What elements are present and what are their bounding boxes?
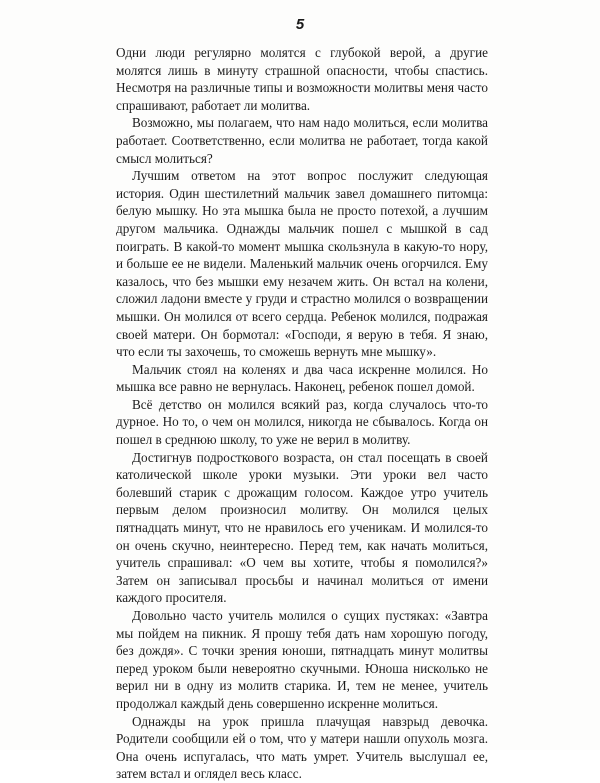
page-number: 5 (295, 16, 305, 33)
page-body (116, 44, 488, 783)
paragraph-1: Одни люди регулярно молятся с глубокой верой, а другие молятся лишь в минуту страшной опасности, чтобы спастись. Несмотря на различные типы и возможности молитвы меня часто спрашивают, работает ли молитва. (116, 45, 488, 113)
paragraph-8: Однажды на урок пришла плачущая навзрыд девочка. Родители сообщили ей о том, что у матери нашли опухоль мозга. Она очень испугалась, что мать умрет. Учитель выслушал ее, затем встал и оглядел весь класс. (116, 713, 488, 782)
paragraph-6: Достигнув подросткового возраста, он стал посещать в своей католической школе уроки музыки. Эти уроки вел часто болевший старик с дрожащим голосом. Каждое утро учитель первым делом произносил молитву. Он молился целых пятнадцать минут, что не нравилось его ученикам. И молился-то он очень скучно, неинтересно. Перед тем, как начать молиться, учитель спрашивал: «О чем вы хотите, чтобы я помолился?» Затем он записывал просьбы и начинал молиться от имени каждого просителя. (116, 449, 488, 606)
paragraph-5: Всё детство он молился всякий раз, когда случалось что-то дурное. Но то, о чем он молился, никогда не сбывалось. Когда он пошел в среднюю школу, то уже не верил в молитву. (116, 396, 488, 448)
paragraph-2: Возможно, мы полагаем, что нам надо молиться, если молитва работает. Соответственно, если молитва не работает, тогда какой смысл молиться? (116, 115, 488, 166)
paragraph-4: Мальчик стоял на коленях и два часа искренне молился. Но мышка все равно не вернулась. Наконец, ребенок пошел домой. (116, 361, 488, 395)
paragraph-7: Довольно часто учитель молился о сущих пустяках: «Завтра мы пойдем на пикник. Я прошу тебя дать нам хорошую погоду, без дождя». С точки зрения юноши, пятнадцать минут молитвы перед уроком были невероятно скучными. Юноша нисколько не верил ни в одну из молитв старика. И, тем не менее, учитель продолжал каждый день совершенно искренне молиться. (116, 608, 488, 711)
paragraph-3: Лучшим ответом на этот вопрос послужит следующая история. Один шестилетний мальчик завел домашнего питомца: белую мышку. Но эта мышка была не просто потехой, а лучшим другом мальчика. Однажды мальчик пошел с мышкой в сад поиграть. В какой-то момент мышка скользнула в какую-то нору, и больше ее не видели. Маленький мальчик очень огорчился. Ему казалось, что без мышки ему незачем жить. Он встал на колени, сложил ладони вместе у груди и страстно молился о возвращении мышки. Он молился от всего сердца. Ребенок молился, подражая своей матери. Он бормотал: «Господи, я верую в тебя. Я знаю, что если ты захочешь, то сможешь вернуть мне мышку». (116, 168, 488, 360)
